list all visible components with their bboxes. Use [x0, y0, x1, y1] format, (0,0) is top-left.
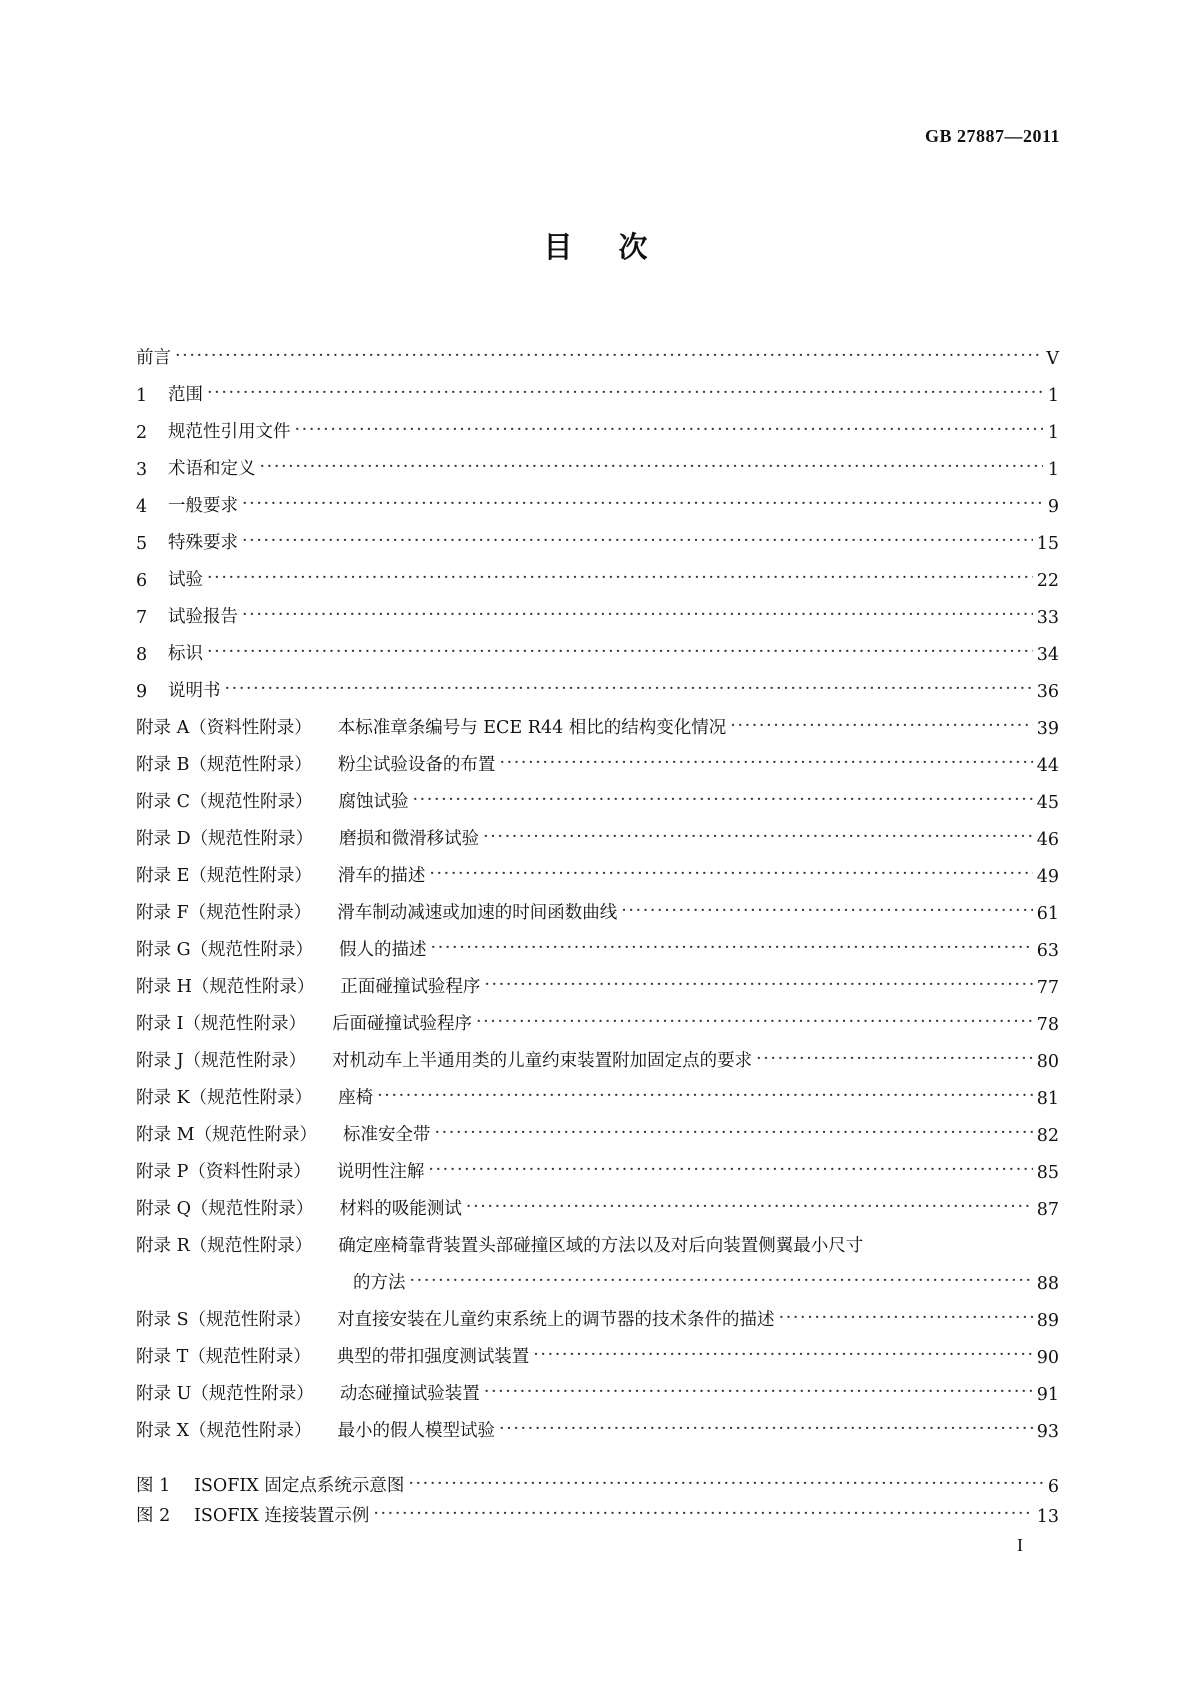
toc-page: 44	[1036, 756, 1059, 776]
appendix-id: 附录 E（规范性附录）	[136, 866, 312, 886]
toc-page: V	[1046, 349, 1059, 369]
toc-appendix-entry[interactable]	[136, 1331, 1059, 1368]
leader-dots	[429, 864, 1032, 884]
appendix-id: 附录 F（规范性附录）	[136, 903, 312, 923]
appendix-id: 附录 C（规范性附录）	[136, 792, 313, 812]
toc-entry[interactable]	[136, 554, 1059, 591]
appendix-label: 动态碰撞试验装置	[339, 1384, 480, 1404]
toc-page: 49	[1036, 867, 1059, 887]
toc-label: 特殊要求	[168, 533, 238, 553]
appendix-id: 附录 D（规范性附录）	[136, 829, 314, 849]
toc-number: 7	[136, 608, 148, 628]
toc-page: 78	[1036, 1015, 1059, 1035]
toc-page: 80	[1036, 1052, 1059, 1072]
appendix-label: 最小的假人模型试验	[337, 1421, 496, 1441]
toc-page: 82	[1036, 1126, 1059, 1146]
toc-entry[interactable]	[136, 369, 1059, 406]
toc-page: 36	[1036, 682, 1059, 702]
leader-dots	[207, 642, 1033, 662]
leader-dots	[499, 1419, 1033, 1439]
appendix-label: 粉尘试验设备的布置	[337, 755, 496, 775]
toc-entry-foreword[interactable]	[136, 332, 1059, 369]
leader-dots	[730, 716, 1032, 736]
appendix-label: 说明性注解	[336, 1162, 425, 1182]
toc-page: 1	[1047, 423, 1059, 443]
leader-dots	[484, 975, 1032, 995]
toc-entry[interactable]	[136, 517, 1059, 554]
appendix-label: 腐蚀试验	[338, 792, 409, 812]
toc-page: 89	[1036, 1311, 1059, 1331]
leader-dots	[476, 1012, 1033, 1032]
appendix-label: 材料的吸能测试	[339, 1199, 462, 1219]
leader-dots	[295, 420, 1044, 440]
figure-list	[136, 1467, 1059, 1527]
toc-page: 90	[1036, 1348, 1059, 1368]
appendix-id: 附录 J（规范性附录）	[136, 1051, 307, 1071]
toc-label: 试验	[168, 570, 203, 590]
leader-dots	[175, 346, 1042, 366]
leader-dots	[242, 531, 1033, 551]
toc-appendix-entry[interactable]	[136, 887, 1059, 924]
appendix-id: 附录 P（资料性附录）	[136, 1162, 311, 1182]
toc-page: 61	[1036, 904, 1059, 924]
appendix-id: 附录 M（规范性附录）	[136, 1125, 317, 1145]
toc-entry[interactable]	[136, 591, 1059, 628]
leader-dots	[431, 938, 1033, 958]
toc-page: 13	[1036, 1507, 1059, 1527]
appendix-id: 附录 H（规范性附录）	[136, 977, 315, 997]
toc-label: 试验报告	[168, 607, 238, 627]
toc-page: 1	[1047, 386, 1059, 406]
appendix-label: 对机动车上半通用类的儿童约束装置附加固定点的要求	[332, 1051, 753, 1071]
figure-number: 图 2	[136, 1506, 171, 1526]
leader-dots	[207, 568, 1033, 588]
appendix-id: 附录 A（资料性附录）	[136, 718, 312, 738]
toc-label: 标识	[168, 644, 203, 664]
toc-appendix-entry[interactable]	[136, 998, 1059, 1035]
appendix-id: 附录 K（规范性附录）	[136, 1088, 313, 1108]
leader-dots	[242, 494, 1043, 514]
toc-appendix-entry[interactable]	[136, 1405, 1059, 1442]
appendix-label: 典型的带扣强度测试装置	[336, 1347, 530, 1367]
leader-dots	[779, 1308, 1033, 1328]
toc-entry[interactable]	[136, 480, 1059, 517]
leader-dots	[484, 1382, 1033, 1402]
toc-label: 前言	[136, 348, 171, 368]
toc-number: 8	[136, 645, 148, 665]
toc-page: 39	[1036, 719, 1059, 739]
toc-page: 93	[1036, 1422, 1059, 1442]
toc-page: 45	[1036, 793, 1059, 813]
leader-dots	[499, 753, 1032, 773]
figure-label: ISOFIX 固定点系统示意图	[194, 1476, 405, 1496]
toc-appendix-entry[interactable]	[136, 1146, 1059, 1183]
appendix-id: 附录 S（规范性附录）	[136, 1310, 312, 1330]
appendix-label: 后面碰撞试验程序	[331, 1014, 472, 1034]
appendix-id: 附录 B（规范性附录）	[136, 755, 312, 775]
appendix-label: 标准安全带	[342, 1125, 431, 1145]
toc-number: 9	[136, 682, 148, 702]
toc-label: 范围	[168, 385, 203, 405]
appendix-id: 附录 G（规范性附录）	[136, 940, 314, 960]
page-number: I	[1017, 1535, 1023, 1555]
figure-entry[interactable]	[136, 1467, 1059, 1497]
appendix-label-continued: 的方法	[353, 1273, 406, 1293]
toc-page: 46	[1036, 830, 1059, 850]
appendix-id: 附录 U（规范性附录）	[136, 1384, 314, 1404]
toc-appendix-entry[interactable]	[136, 1220, 1059, 1257]
leader-dots	[533, 1345, 1032, 1365]
toc-page: 6	[1047, 1477, 1059, 1497]
toc-page: 88	[1036, 1274, 1059, 1294]
leader-dots	[377, 1086, 1033, 1106]
toc-entry[interactable]	[136, 443, 1059, 480]
toc-page: 87	[1036, 1200, 1059, 1220]
toc-page: 15	[1036, 534, 1059, 554]
appendix-id: 附录 Q（规范性附录）	[136, 1199, 314, 1219]
appendix-id: 附录 X（规范性附录）	[136, 1421, 312, 1441]
toc-label: 说明书	[168, 681, 221, 701]
toc-page: 85	[1036, 1163, 1059, 1183]
toc-entry[interactable]	[136, 406, 1059, 443]
toc-label: 术语和定义	[168, 459, 256, 479]
leader-dots	[225, 679, 1033, 699]
page-title: 目次	[543, 230, 694, 264]
toc-page: 22	[1036, 571, 1059, 591]
toc-appendix-entry[interactable]	[136, 1072, 1059, 1109]
toc-appendix-entry[interactable]	[136, 702, 1059, 739]
toc-page: 33	[1036, 608, 1059, 628]
toc-appendix-entry[interactable]	[136, 813, 1059, 850]
appendix-label: 本标准章条编号与 ECE R44 相比的结构变化情况	[337, 718, 727, 738]
leader-dots	[207, 383, 1043, 403]
toc-appendix-entry[interactable]	[136, 1183, 1059, 1220]
toc-appendix-entry[interactable]	[136, 1035, 1059, 1072]
leader-dots	[621, 901, 1033, 921]
appendix-label: 滑车的描述	[337, 866, 426, 886]
appendix-id: 附录 T（规范性附录）	[136, 1347, 311, 1367]
toc-appendix-entry[interactable]	[136, 776, 1059, 813]
figure-entry[interactable]	[136, 1497, 1059, 1527]
leader-dots	[434, 1123, 1032, 1143]
appendix-id: 附录 R（规范性附录）	[136, 1236, 313, 1256]
appendix-label: 磨损和微滑移试验	[339, 829, 480, 849]
toc-appendix-entry[interactable]	[136, 1109, 1059, 1146]
leader-dots	[410, 1271, 1033, 1291]
leader-dots	[242, 605, 1033, 625]
toc-appendix-entry[interactable]	[136, 850, 1059, 887]
leader-dots	[483, 827, 1033, 847]
leader-dots	[412, 790, 1032, 810]
appendix-label: 座椅	[338, 1088, 374, 1108]
leader-dots	[260, 457, 1044, 477]
toc-label: 一般要求	[168, 496, 238, 516]
leader-dots	[408, 1474, 1043, 1494]
toc-appendix-entry[interactable]	[136, 961, 1059, 998]
toc-page: 81	[1036, 1089, 1059, 1109]
toc-page: 1	[1047, 460, 1059, 480]
leader-dots	[756, 1049, 1033, 1069]
toc-appendix-entry[interactable]	[136, 1368, 1059, 1405]
appendix-label: 滑车制动减速或加速的时间函数曲线	[337, 903, 618, 923]
toc-number: 5	[136, 534, 148, 554]
appendix-id: 附录 I（规范性附录）	[136, 1014, 306, 1034]
leader-dots	[373, 1504, 1032, 1524]
toc-appendix-entry[interactable]	[136, 739, 1059, 776]
toc-page: 34	[1036, 645, 1059, 665]
figure-label: ISOFIX 连接装置示例	[194, 1506, 370, 1526]
appendix-label: 确定座椅靠背装置头部碰撞区域的方法以及对后向装置侧翼最小尺寸	[338, 1236, 864, 1256]
leader-dots	[428, 1160, 1032, 1180]
toc-appendix-entry[interactable]	[136, 924, 1059, 961]
toc-label: 规范性引用文件	[168, 422, 291, 442]
toc-entry[interactable]	[136, 665, 1059, 702]
toc-entry[interactable]	[136, 628, 1059, 665]
leader-dots	[466, 1197, 1033, 1217]
toc-appendix-entry[interactable]	[136, 1294, 1059, 1331]
toc-appendix-entry-continued[interactable]	[136, 1257, 1059, 1294]
toc-number: 4	[136, 497, 148, 517]
table-of-contents	[136, 332, 1059, 1442]
toc-page: 91	[1036, 1385, 1059, 1405]
standard-code: GB 27887—2011	[924, 126, 1060, 146]
appendix-label: 正面碰撞试验程序	[340, 977, 481, 997]
toc-number: 3	[136, 460, 148, 480]
toc-number: 2	[136, 423, 148, 443]
toc-page: 63	[1036, 941, 1059, 961]
toc-number: 6	[136, 571, 148, 591]
figure-number: 图 1	[136, 1476, 171, 1496]
toc-page: 9	[1047, 497, 1059, 517]
appendix-label: 假人的描述	[339, 940, 427, 960]
appendix-label: 对直接安装在儿童约束系统上的调节器的技术条件的描述	[337, 1310, 775, 1330]
toc-number: 1	[136, 386, 148, 406]
toc-page: 77	[1036, 978, 1059, 998]
